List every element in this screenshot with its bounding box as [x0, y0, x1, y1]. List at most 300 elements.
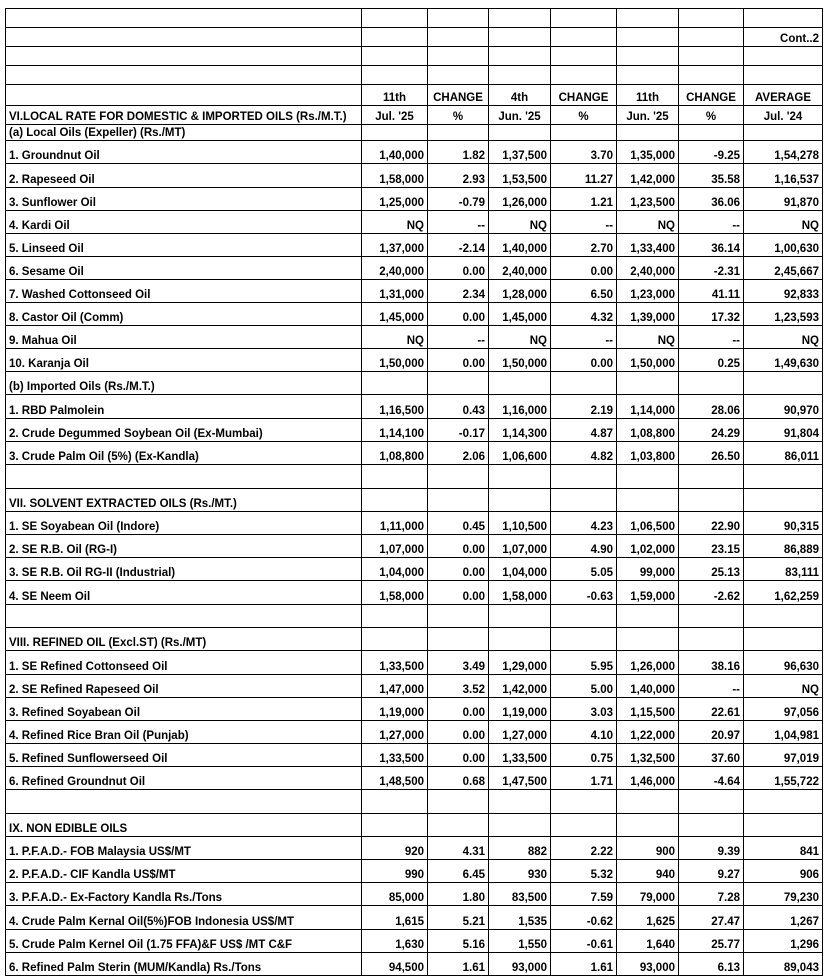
- empty-cell: [679, 9, 744, 28]
- header-cell: %: [679, 106, 744, 125]
- value-cell: 17.32: [679, 303, 744, 326]
- table-row: [6, 234, 823, 257]
- table-row: [6, 419, 823, 442]
- blank-row: [6, 605, 823, 628]
- empty-cell: [551, 66, 617, 85]
- value-cell: 1,26,000: [617, 651, 679, 675]
- value-cell: 35.58: [679, 164, 744, 188]
- value-cell: 85,000: [362, 883, 428, 906]
- value-cell: 1,55,722: [744, 767, 823, 790]
- table-row: [6, 349, 823, 372]
- row-label: 3. SE R.B. Oil RG-II (Industrial): [6, 558, 362, 581]
- empty-cell: [679, 489, 744, 512]
- section-title: VI.LOCAL RATE FOR DOMESTIC & IMPORTED OILS (Rs./M.T.): [6, 106, 362, 125]
- table-row: [6, 280, 823, 303]
- value-cell: -0.62: [551, 906, 617, 930]
- value-cell: 1,14,000: [617, 395, 679, 419]
- oil-price-table: [5, 8, 823, 976]
- value-cell: -2.62: [679, 581, 744, 605]
- value-cell: 0.75: [551, 744, 617, 767]
- empty-cell: [489, 814, 551, 837]
- table-row: [6, 721, 823, 744]
- empty-cell: [551, 47, 617, 66]
- row-label: 1. Groundnut Oil: [6, 141, 362, 164]
- value-cell: --: [428, 211, 489, 234]
- value-cell: 1.80: [428, 883, 489, 906]
- value-cell: 0.00: [428, 558, 489, 581]
- row-label: 5. Refined Sunflowerseed Oil: [6, 744, 362, 767]
- value-cell: 1,40,000: [617, 675, 679, 698]
- table-row: [6, 698, 823, 721]
- section-heading: VII. SOLVENT EXTRACTED OILS (Rs./MT.): [6, 489, 362, 512]
- empty-cell: [744, 47, 823, 66]
- empty-cell: [679, 790, 744, 814]
- empty-cell: [617, 66, 679, 85]
- empty-cell: [744, 66, 823, 85]
- value-cell: 1.82: [428, 141, 489, 164]
- value-cell: NQ: [362, 211, 428, 234]
- value-cell: 5.95: [551, 651, 617, 675]
- empty-cell: [679, 47, 744, 66]
- value-cell: 7.59: [551, 883, 617, 906]
- row-label: 8. Castor Oil (Comm): [6, 303, 362, 326]
- empty-cell: [551, 465, 617, 489]
- row-label: 3. Refined Soyabean Oil: [6, 698, 362, 721]
- value-cell: NQ: [744, 211, 823, 234]
- value-cell: 97,019: [744, 744, 823, 767]
- value-cell: 1,03,800: [617, 442, 679, 465]
- table-row: [6, 860, 823, 883]
- empty-cell: [617, 790, 679, 814]
- value-cell: 4.87: [551, 419, 617, 442]
- value-cell: 3.70: [551, 141, 617, 164]
- value-cell: -2.14: [428, 234, 489, 257]
- row-label: 4. SE Neem Oil: [6, 581, 362, 605]
- empty-cell: [744, 465, 823, 489]
- empty-cell: [428, 790, 489, 814]
- value-cell: 2.19: [551, 395, 617, 419]
- empty-cell: [362, 9, 428, 28]
- value-cell: 0.45: [428, 512, 489, 535]
- empty-cell: [6, 28, 362, 47]
- value-cell: 990: [362, 860, 428, 883]
- table-row: [6, 906, 823, 930]
- table-row: [6, 188, 823, 211]
- value-cell: 1,615: [362, 906, 428, 930]
- value-cell: 20.97: [679, 721, 744, 744]
- cont-label: Cont..2: [744, 28, 823, 47]
- value-cell: 1,22,000: [617, 721, 679, 744]
- table-row: [6, 303, 823, 326]
- value-cell: 0.00: [428, 698, 489, 721]
- value-cell: 1,53,500: [489, 164, 551, 188]
- empty-cell: [6, 465, 362, 489]
- table-row: [6, 141, 823, 164]
- value-cell: 1,42,000: [489, 675, 551, 698]
- value-cell: 1,06,500: [617, 512, 679, 535]
- value-cell: 83,500: [489, 883, 551, 906]
- empty-cell: [617, 372, 679, 395]
- header-cell: CHANGE: [428, 85, 489, 106]
- empty-cell: [744, 372, 823, 395]
- value-cell: 5.32: [551, 860, 617, 883]
- empty-cell: [428, 814, 489, 837]
- empty-cell: [551, 489, 617, 512]
- empty-cell: [617, 9, 679, 28]
- row-label: 3. Sunflower Oil: [6, 188, 362, 211]
- empty-cell: [6, 790, 362, 814]
- header-cell: CHANGE: [679, 85, 744, 106]
- value-cell: 11.27: [551, 164, 617, 188]
- value-cell: 4.10: [551, 721, 617, 744]
- value-cell: 4.23: [551, 512, 617, 535]
- empty-cell: [428, 628, 489, 651]
- value-cell: 86,011: [744, 442, 823, 465]
- value-cell: 97,056: [744, 698, 823, 721]
- value-cell: 1,26,000: [489, 188, 551, 211]
- header-cell: %: [551, 106, 617, 125]
- table-row: [6, 837, 823, 860]
- value-cell: 28.06: [679, 395, 744, 419]
- value-cell: 1,08,800: [362, 442, 428, 465]
- blank-row: [6, 47, 823, 66]
- table-row: [6, 953, 823, 976]
- value-cell: 1,23,593: [744, 303, 823, 326]
- empty-cell: [489, 465, 551, 489]
- value-cell: 1,14,100: [362, 419, 428, 442]
- blank-row: [6, 66, 823, 85]
- value-cell: -0.61: [551, 930, 617, 953]
- value-cell: 1,35,000: [617, 141, 679, 164]
- row-label: 4. Kardi Oil: [6, 211, 362, 234]
- value-cell: 1,04,981: [744, 721, 823, 744]
- table-row: [6, 581, 823, 605]
- value-cell: 1,27,000: [362, 721, 428, 744]
- value-cell: 1,11,000: [362, 512, 428, 535]
- row-label: 7. Washed Cottonseed Oil: [6, 280, 362, 303]
- empty-cell: [362, 489, 428, 512]
- value-cell: 79,230: [744, 883, 823, 906]
- empty-cell: [679, 125, 744, 141]
- table-row: [6, 164, 823, 188]
- value-cell: 5.16: [428, 930, 489, 953]
- section-row: [6, 372, 823, 395]
- value-cell: 36.06: [679, 188, 744, 211]
- value-cell: 92,833: [744, 280, 823, 303]
- value-cell: 37.60: [679, 744, 744, 767]
- value-cell: 1,640: [617, 930, 679, 953]
- value-cell: 5.21: [428, 906, 489, 930]
- value-cell: 23.15: [679, 535, 744, 558]
- value-cell: 26.50: [679, 442, 744, 465]
- empty-cell: [362, 372, 428, 395]
- empty-cell: [679, 465, 744, 489]
- empty-cell: [362, 66, 428, 85]
- value-cell: 1,296: [744, 930, 823, 953]
- empty-cell: [551, 9, 617, 28]
- empty-cell: [551, 125, 617, 141]
- value-cell: 1,50,000: [617, 349, 679, 372]
- value-cell: NQ: [362, 326, 428, 349]
- header-cell: 4th: [489, 85, 551, 106]
- empty-cell: [679, 605, 744, 628]
- value-cell: -4.64: [679, 767, 744, 790]
- empty-cell: [428, 372, 489, 395]
- value-cell: --: [428, 326, 489, 349]
- value-cell: 86,889: [744, 535, 823, 558]
- value-cell: 38.16: [679, 651, 744, 675]
- value-cell: 1.61: [428, 953, 489, 976]
- empty-cell: [551, 372, 617, 395]
- empty-cell: [551, 605, 617, 628]
- row-label: 5. Crude Palm Kernel Oil (1.75 FFA)&F US$ /MT C&F: [6, 930, 362, 953]
- value-cell: NQ: [744, 326, 823, 349]
- value-cell: 0.43: [428, 395, 489, 419]
- cont-row: [6, 28, 823, 47]
- table-row: [6, 767, 823, 790]
- value-cell: 1,42,000: [617, 164, 679, 188]
- value-cell: 2,40,000: [489, 257, 551, 280]
- empty-cell: [428, 125, 489, 141]
- empty-cell: [617, 28, 679, 47]
- value-cell: 0.00: [428, 581, 489, 605]
- row-label: 1. RBD Palmolein: [6, 395, 362, 419]
- value-cell: 4.32: [551, 303, 617, 326]
- value-cell: 1,630: [362, 930, 428, 953]
- value-cell: -2.31: [679, 257, 744, 280]
- value-cell: 0.68: [428, 767, 489, 790]
- empty-cell: [362, 125, 428, 141]
- header-row-1: [6, 85, 823, 106]
- value-cell: --: [551, 326, 617, 349]
- value-cell: 2,40,000: [617, 257, 679, 280]
- value-cell: 1,07,000: [362, 535, 428, 558]
- value-cell: --: [551, 211, 617, 234]
- value-cell: 4.31: [428, 837, 489, 860]
- empty-cell: [617, 47, 679, 66]
- value-cell: 1,07,000: [489, 535, 551, 558]
- value-cell: 2,40,000: [362, 257, 428, 280]
- value-cell: 1,28,000: [489, 280, 551, 303]
- empty-cell: [489, 28, 551, 47]
- section-row: [6, 125, 823, 141]
- empty-cell: [489, 605, 551, 628]
- value-cell: 1,47,500: [489, 767, 551, 790]
- value-cell: 4.82: [551, 442, 617, 465]
- value-cell: 22.61: [679, 698, 744, 721]
- value-cell: 1,23,000: [617, 280, 679, 303]
- value-cell: 1,08,800: [617, 419, 679, 442]
- value-cell: --: [679, 211, 744, 234]
- empty-cell: [428, 9, 489, 28]
- value-cell: 920: [362, 837, 428, 860]
- value-cell: 2.34: [428, 280, 489, 303]
- value-cell: --: [679, 675, 744, 698]
- empty-cell: [551, 628, 617, 651]
- empty-cell: [744, 814, 823, 837]
- value-cell: 2.70: [551, 234, 617, 257]
- empty-cell: [362, 605, 428, 628]
- empty-cell: [428, 605, 489, 628]
- value-cell: 1,267: [744, 906, 823, 930]
- value-cell: 1,14,300: [489, 419, 551, 442]
- value-cell: 0.00: [428, 744, 489, 767]
- blank-row: [6, 790, 823, 814]
- value-cell: 94,500: [362, 953, 428, 976]
- value-cell: 79,000: [617, 883, 679, 906]
- empty-cell: [617, 605, 679, 628]
- header-cell: 11th: [617, 85, 679, 106]
- section-row: [6, 489, 823, 512]
- row-label: 1. SE Refined Cottonseed Oil: [6, 651, 362, 675]
- value-cell: 900: [617, 837, 679, 860]
- section-row: [6, 814, 823, 837]
- empty-cell: [551, 28, 617, 47]
- value-cell: 1,58,000: [362, 581, 428, 605]
- blank-row: [6, 465, 823, 489]
- value-cell: 1,23,500: [617, 188, 679, 211]
- empty-cell: [617, 125, 679, 141]
- row-label: 6. Sesame Oil: [6, 257, 362, 280]
- value-cell: 1,48,500: [362, 767, 428, 790]
- value-cell: 24.29: [679, 419, 744, 442]
- value-cell: 36.14: [679, 234, 744, 257]
- section-row: [6, 628, 823, 651]
- value-cell: 1,50,000: [362, 349, 428, 372]
- row-label: 6. Refined Groundnut Oil: [6, 767, 362, 790]
- empty-cell: [679, 628, 744, 651]
- value-cell: 2.93: [428, 164, 489, 188]
- row-label: 1. P.F.A.D.- FOB Malaysia US$/MT: [6, 837, 362, 860]
- value-cell: 1,29,000: [489, 651, 551, 675]
- row-label: 10. Karanja Oil: [6, 349, 362, 372]
- empty-cell: [744, 790, 823, 814]
- value-cell: 882: [489, 837, 551, 860]
- value-cell: 2.06: [428, 442, 489, 465]
- value-cell: 1,15,500: [617, 698, 679, 721]
- empty-cell: [489, 372, 551, 395]
- value-cell: -0.79: [428, 188, 489, 211]
- value-cell: NQ: [489, 211, 551, 234]
- value-cell: 1,45,000: [489, 303, 551, 326]
- row-label: 1. SE Soyabean Oil (Indore): [6, 512, 362, 535]
- value-cell: 1,16,537: [744, 164, 823, 188]
- value-cell: 1.61: [551, 953, 617, 976]
- value-cell: 1,33,500: [489, 744, 551, 767]
- table-row: [6, 651, 823, 675]
- value-cell: 4.90: [551, 535, 617, 558]
- empty-cell: [551, 814, 617, 837]
- section-heading: (a) Local Oils (Expeller) (Rs./MT): [6, 125, 362, 141]
- empty-cell: [617, 814, 679, 837]
- value-cell: --: [679, 326, 744, 349]
- empty-cell: [489, 489, 551, 512]
- value-cell: 0.00: [428, 535, 489, 558]
- header-cell: AVERAGE: [744, 85, 823, 106]
- value-cell: 841: [744, 837, 823, 860]
- header-cell: Jul. '24: [744, 106, 823, 125]
- empty-cell: [679, 814, 744, 837]
- value-cell: 906: [744, 860, 823, 883]
- value-cell: 1,16,000: [489, 395, 551, 419]
- value-cell: NQ: [617, 326, 679, 349]
- value-cell: 27.47: [679, 906, 744, 930]
- header-cell: 11th: [362, 85, 428, 106]
- value-cell: 930: [489, 860, 551, 883]
- value-cell: 1,02,000: [617, 535, 679, 558]
- value-cell: 22.90: [679, 512, 744, 535]
- value-cell: 1,32,500: [617, 744, 679, 767]
- empty-cell: [744, 489, 823, 512]
- value-cell: 1,58,000: [362, 164, 428, 188]
- value-cell: 1,47,000: [362, 675, 428, 698]
- header-row-2: [6, 106, 823, 125]
- row-label: 2. P.F.A.D.- CIF Kandla US$/MT: [6, 860, 362, 883]
- value-cell: 91,804: [744, 419, 823, 442]
- value-cell: 1,49,630: [744, 349, 823, 372]
- header-cell: Jun. '25: [617, 106, 679, 125]
- empty-cell: [362, 47, 428, 66]
- header-cell: %: [428, 106, 489, 125]
- empty-cell: [489, 790, 551, 814]
- value-cell: 1,00,630: [744, 234, 823, 257]
- value-cell: NQ: [617, 211, 679, 234]
- value-cell: 1,59,000: [617, 581, 679, 605]
- empty-cell: [6, 605, 362, 628]
- value-cell: 5.00: [551, 675, 617, 698]
- value-cell: 96,630: [744, 651, 823, 675]
- table-row: [6, 211, 823, 234]
- section-heading: (b) Imported Oils (Rs./M.T.): [6, 372, 362, 395]
- value-cell: 0.00: [551, 257, 617, 280]
- table-row: [6, 558, 823, 581]
- empty-cell: [679, 372, 744, 395]
- value-cell: 1,27,000: [489, 721, 551, 744]
- value-cell: 2,45,667: [744, 257, 823, 280]
- empty-cell: [744, 605, 823, 628]
- table-row: [6, 326, 823, 349]
- value-cell: -9.25: [679, 141, 744, 164]
- header-cell: Jul. '25: [362, 106, 428, 125]
- value-cell: 0.25: [679, 349, 744, 372]
- value-cell: 1.21: [551, 188, 617, 211]
- value-cell: 1,33,400: [617, 234, 679, 257]
- value-cell: 9.27: [679, 860, 744, 883]
- value-cell: 25.13: [679, 558, 744, 581]
- empty-cell: [489, 628, 551, 651]
- value-cell: 0.00: [428, 257, 489, 280]
- value-cell: 1,19,000: [489, 698, 551, 721]
- value-cell: 1,06,600: [489, 442, 551, 465]
- row-label: 3. Crude Palm Oil (5%) (Ex-Kandla): [6, 442, 362, 465]
- value-cell: 1,45,000: [362, 303, 428, 326]
- value-cell: 1,10,500: [489, 512, 551, 535]
- empty-cell: [362, 28, 428, 47]
- row-label: 2. Crude Degummed Soybean Oil (Ex-Mumbai): [6, 419, 362, 442]
- empty-cell: [679, 66, 744, 85]
- value-cell: 3.03: [551, 698, 617, 721]
- value-cell: 99,000: [617, 558, 679, 581]
- table-row: [6, 930, 823, 953]
- header-cell: CHANGE: [551, 85, 617, 106]
- empty-cell: [489, 66, 551, 85]
- empty-cell: [489, 9, 551, 28]
- value-cell: 0.00: [551, 349, 617, 372]
- empty-cell: [428, 47, 489, 66]
- value-cell: 1,58,000: [489, 581, 551, 605]
- value-cell: 1,550: [489, 930, 551, 953]
- table-row: [6, 535, 823, 558]
